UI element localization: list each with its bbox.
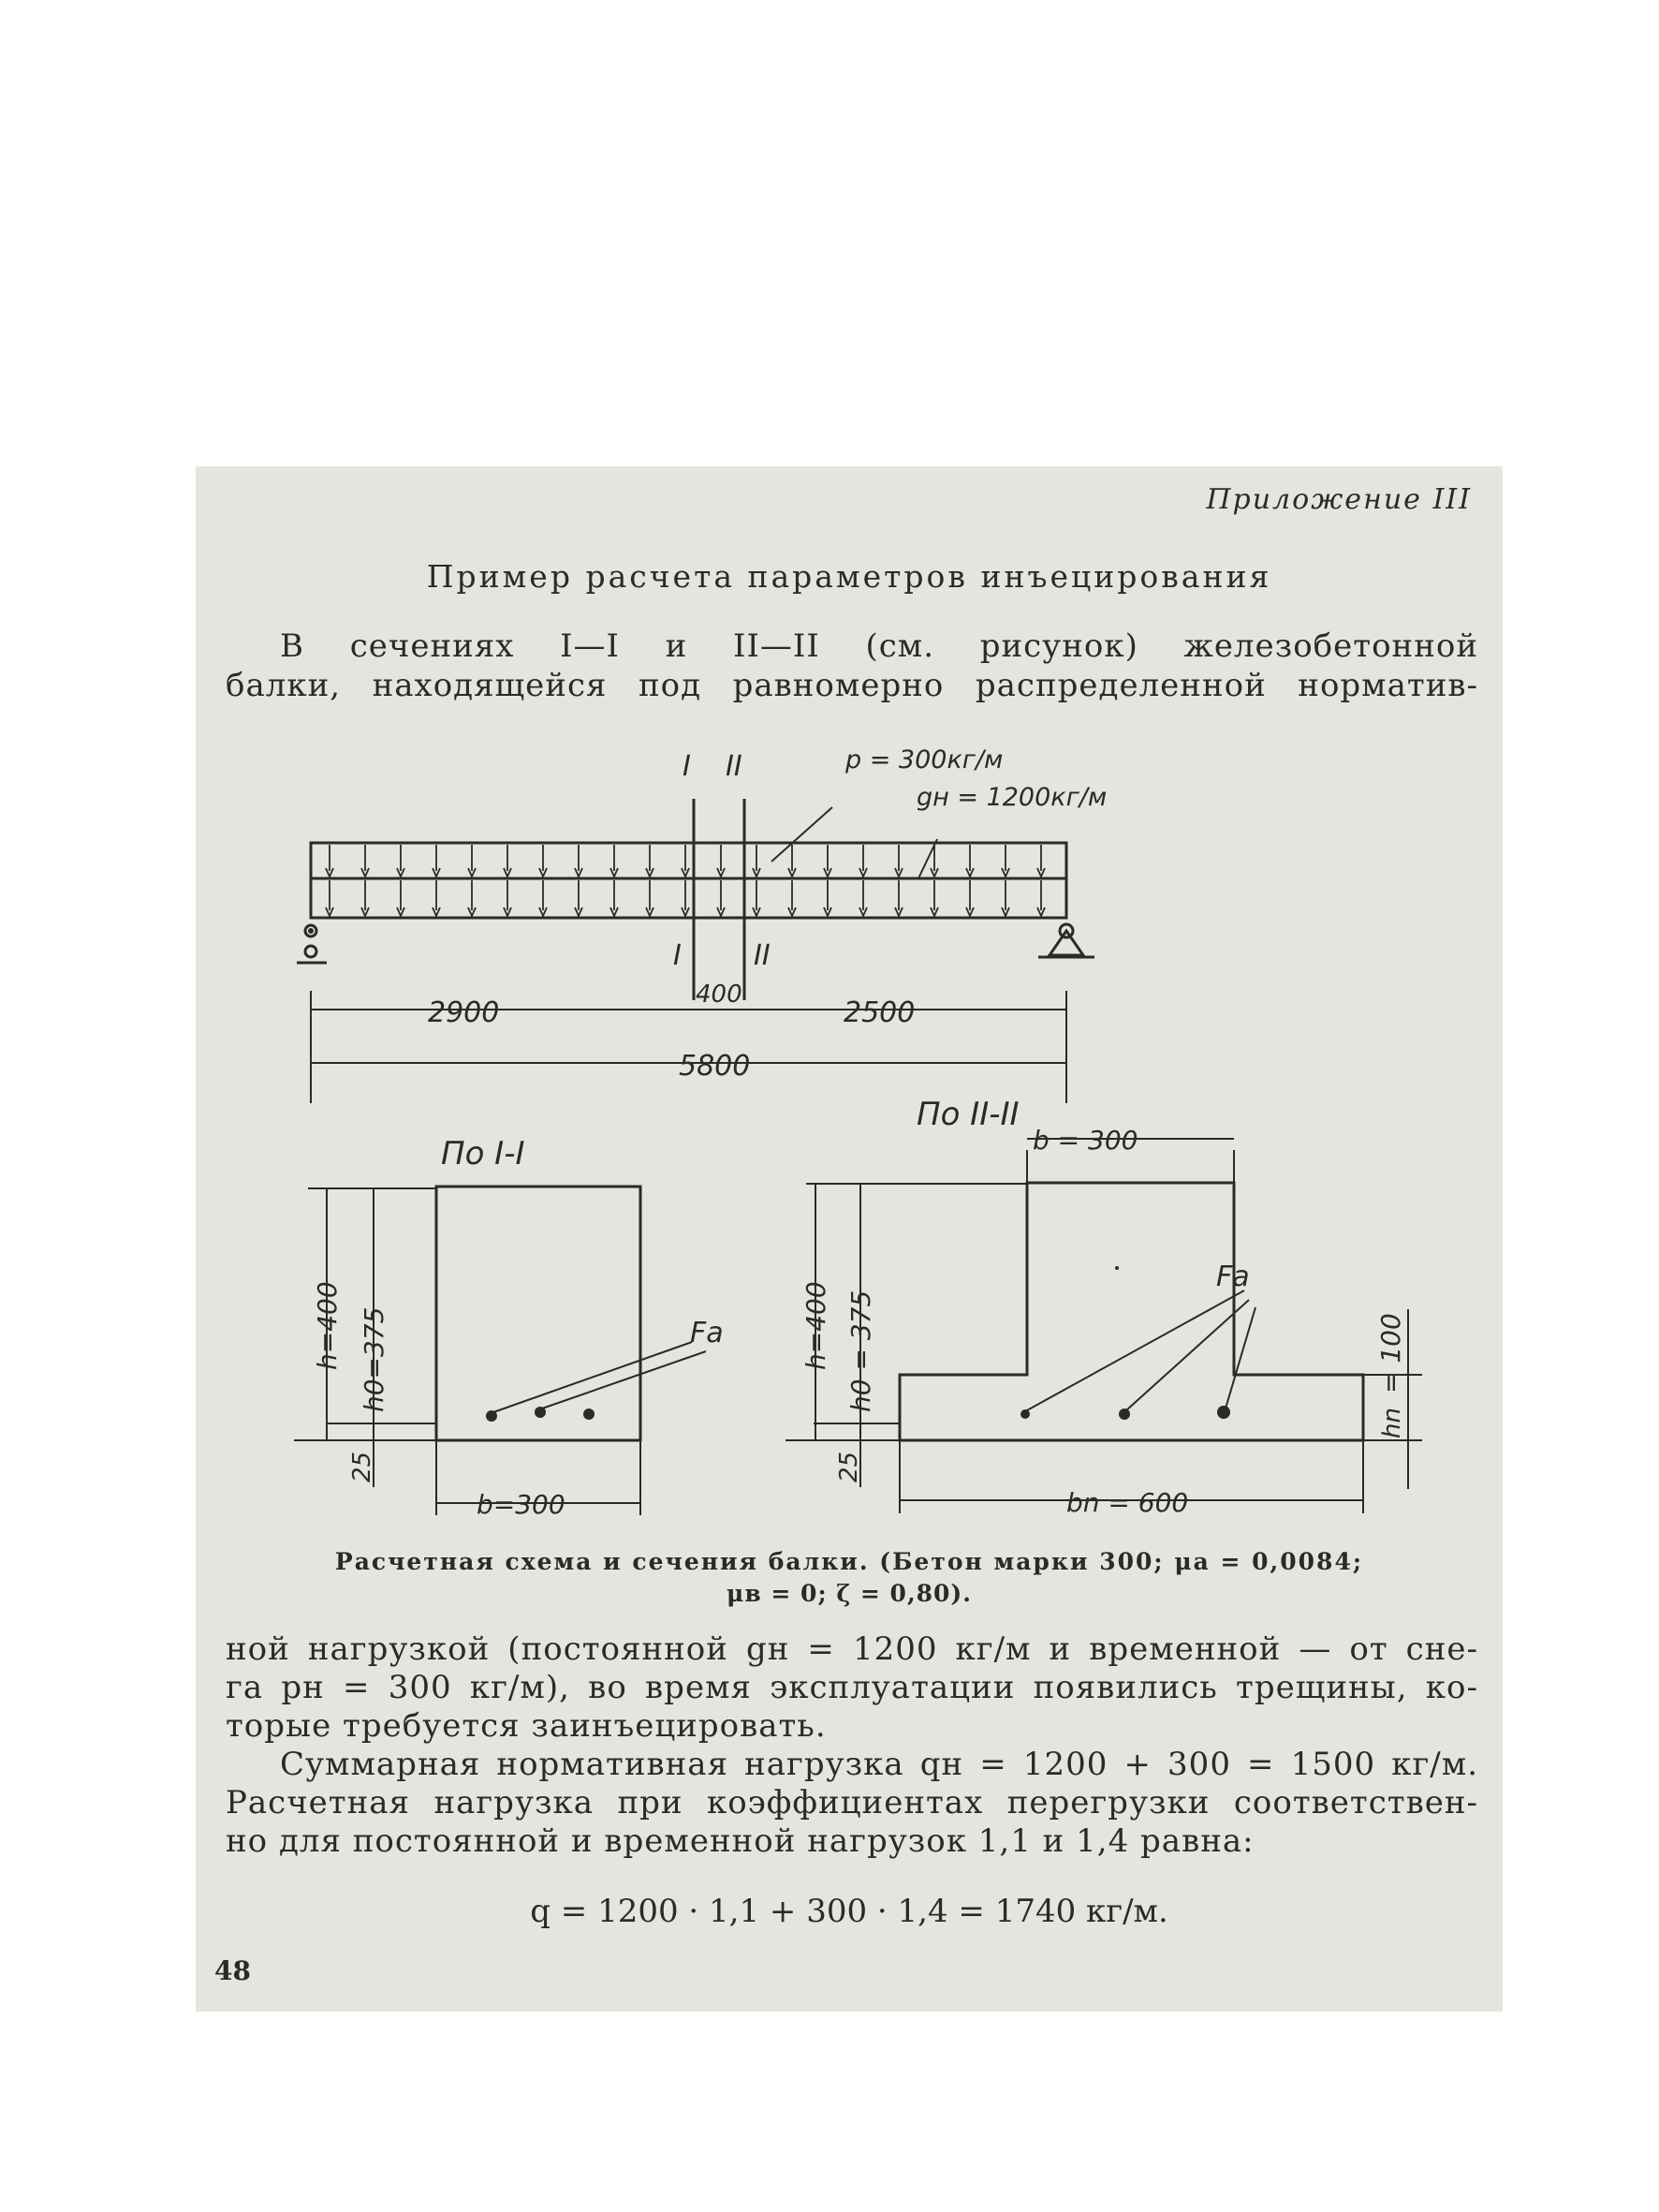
load-block-p <box>311 843 1066 878</box>
section2-hn: hn <box>1378 1408 1406 1438</box>
section1-outline <box>436 1187 640 1440</box>
dim-total: 5800 <box>679 1050 751 1083</box>
body-line-4: Суммарная нормативная нагрузка qн = 1200 + 300 = 1500 кг/м. <box>280 1746 1478 1783</box>
formula: q = 1200 · 1,1 + 300 · 1,4 = 1740 кг/м. <box>530 1893 1168 1930</box>
dim-left: 2900 <box>428 996 500 1029</box>
page-title: Пример расчета параметров инъецирования <box>426 558 1272 595</box>
body-line-6: но для постоянной и временной нагрузок 1,1 и 1,4 равна: <box>226 1822 1255 1860</box>
left-support-roller <box>305 946 316 957</box>
figure-caption-line-2: μв = 0; ζ = 0,80). <box>727 1580 972 1607</box>
section-mark-2-top: II <box>726 750 742 783</box>
load-g-label: gн = 1200кг/м <box>917 783 1108 812</box>
section1-b: b=300 <box>477 1489 565 1520</box>
body-line-3: торые требуется заинъецировать. <box>226 1707 827 1745</box>
section1-title: По I-I <box>441 1135 525 1172</box>
section2-cover: 25 <box>835 1451 863 1482</box>
intro-line-2: балки, находящейся под равномерно распределенной норматив- <box>226 667 1478 704</box>
dim-mid: 400 <box>696 981 742 1009</box>
figure-caption-line-1: Расчетная схема и сечения балки. (Бетон марки 300; μа = 0,0084; <box>334 1548 1364 1575</box>
load-p-label: p = 300кг/м <box>845 745 1004 774</box>
section2-b: b = 300 <box>1033 1125 1138 1156</box>
section-mark-2-bottom: II <box>754 939 771 972</box>
body-line-5: Расчетная нагрузка при коэффициентах перегрузки соответствен- <box>226 1784 1478 1821</box>
section1-fa: Fa <box>690 1317 724 1349</box>
rebar-dot <box>1115 1266 1119 1270</box>
section2-h: h=400 <box>800 1281 831 1370</box>
section2-hn-value: = 100 <box>1375 1313 1406 1394</box>
load-block-g <box>311 878 1066 918</box>
section-mark-1-top: I <box>683 750 691 783</box>
rebar-dot <box>486 1410 497 1422</box>
section2-bn: bn = 600 <box>1066 1487 1189 1518</box>
dim-right: 2500 <box>844 996 916 1029</box>
scanned-page <box>196 466 1503 2012</box>
section1-h: h=400 <box>312 1281 343 1370</box>
section2-title: По II-II <box>917 1096 1020 1133</box>
rebar-dot <box>1119 1408 1130 1420</box>
beam-figure <box>196 466 1503 1543</box>
intro-line-1: В сечениях I—I и II—II (см. рисунок) железобетонной <box>280 627 1478 665</box>
section2-outline <box>900 1183 1363 1440</box>
body-line-2: га pн = 300 кг/м), во время эксплуатации появились трещины, ко- <box>226 1669 1478 1706</box>
section2-h0: h0 = 375 <box>845 1290 876 1412</box>
section1-cover: 25 <box>348 1451 376 1482</box>
section2-fa: Fa <box>1216 1261 1250 1293</box>
section-mark-1-bottom: I <box>673 939 682 972</box>
appendix-label: Приложение III <box>1206 483 1472 516</box>
rebar-dot <box>1217 1406 1230 1419</box>
rebar-dot <box>583 1408 595 1420</box>
rebar-dot <box>535 1407 546 1418</box>
rebar-dot <box>1020 1409 1030 1419</box>
section1-h0: h0=375 <box>359 1306 389 1412</box>
page-number: 48 <box>214 1955 251 1986</box>
body-line-1: ной нагрузкой (постоянной gн = 1200 кг/м и временной — от сне- <box>226 1630 1478 1668</box>
